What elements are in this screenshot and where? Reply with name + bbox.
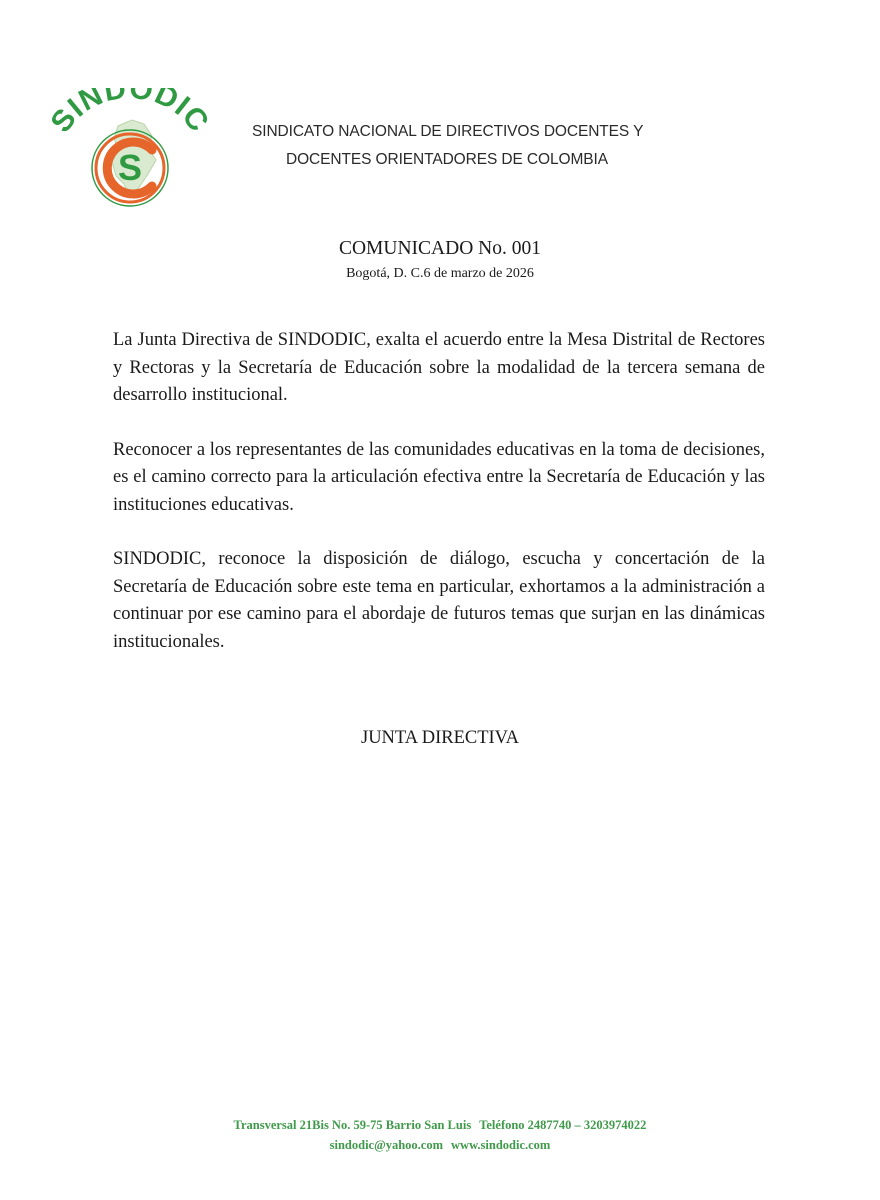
logo-s-letter: S [117,147,143,188]
organization-name [230,118,650,174]
sindodic-logo-graphic [48,88,212,212]
document-date: Bogotá, D. C.6 de marzo de 2026 [346,266,534,281]
footer-line-2 [0,1135,880,1155]
footer-email[interactable]: sindodic@yahoo.com [329,1138,444,1152]
body-paragraph: SINDODIC, reconoce la disposición de diálogo, escucha y concertación de la Secretaría de Educación sobre este tema en particular, exhortamos a la administración a continuar por ese camino para el abordaje de futuros temas que surjan en las dinámicas institucionales. [113,549,765,652]
footer-address: Transversal 21Bis No. 59-75 Barrio San Luis [233,1118,472,1132]
footer [0,1115,880,1155]
organization-name-line-1: SINDICATO NACIONAL DE DIRECTIVOS DOCENTES Y [252,123,644,140]
signature: JUNTA DIRECTIVA [361,728,519,748]
organization-name-line-2: DOCENTES ORIENTADORES DE COLOMBIA [286,151,608,168]
footer-line-1 [0,1115,880,1135]
sindodic-logo [48,88,212,212]
body-paragraph: La Junta Directiva de SINDODIC, exalta el acuerdo entre la Mesa Distrital de Rectores y Rectoras y la Secretaría de Educación sobre la modalidad de la tercera semana de desarrollo institucional. [113,330,765,405]
body-paragraph: Reconocer a los representantes de las comunidades educativas en la toma de decisiones, es el camino correcto para la articulación efectiva entre la Secretaría de Educación y las instituciones educativas. [113,439,765,515]
logo-arc-text: SINDODIC [48,88,212,139]
footer-phone: Teléfono 2487740 – 3203974022 [479,1118,647,1132]
footer-website[interactable]: www.sindodic.com [451,1138,551,1152]
document-title: COMUNICADO No. 001 [338,238,542,259]
document-body [113,327,765,683]
